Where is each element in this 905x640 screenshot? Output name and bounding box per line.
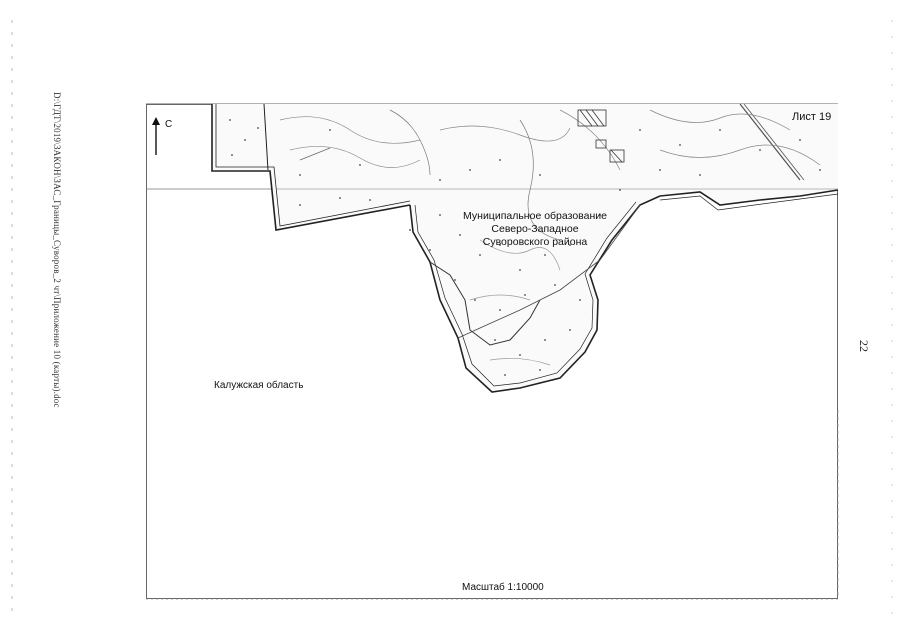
municipality-label-line: Северо-Западное: [491, 223, 579, 235]
municipality-label: [450, 210, 620, 249]
file-path-text: D:\ГДТ\2019\ЗАКОН\ЗАС_Границы_Суворов_2 чт\Приложение 10 (карты).doc: [52, 92, 62, 408]
region-label: Калужская область: [214, 380, 304, 391]
municipality-label-line: Муниципальное образование: [463, 210, 607, 222]
north-arrow-icon: [150, 117, 162, 157]
north-label: С: [165, 119, 173, 130]
municipality-label-line: Суворовского района: [482, 236, 588, 248]
page-number: 22: [857, 340, 871, 352]
scale-label: Масштаб 1:10000: [462, 582, 544, 593]
sheet-label: Лист 19: [792, 111, 832, 123]
